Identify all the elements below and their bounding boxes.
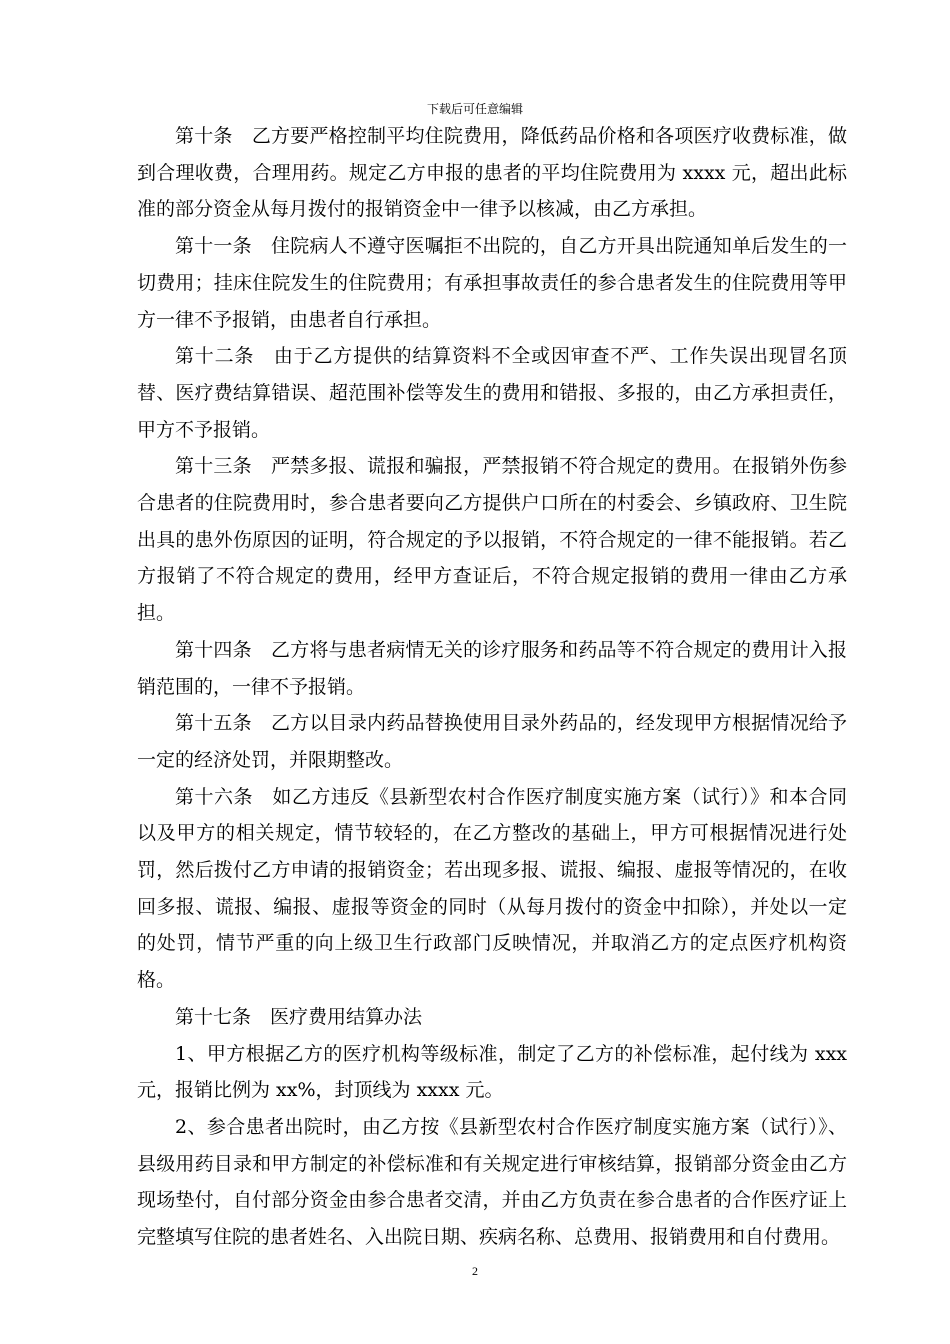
article-16: 第十六条 如乙方违反《县新型农村合作医疗制度实施方案（试行）》和本合同以及甲方的相关规定，情节较轻的，在乙方整改的基础上，甲方可根据情况进行处罚，然后拨付乙方申请的报销资金；若出现多报、谎报、编报、虚报等情况的，在收回多报、谎报、编报、虚报等资金的同时（从每月拨付的资金中扣除），并处以一定的处罚，情节严重的向上级卫生行政部门反映情况，并取消乙方的定点医疗机构资格。 [137, 785, 847, 992]
document-body [137, 118, 847, 1256]
article-13: 第十三条 严禁多报、谎报和骗报，严禁报销不符合规定的费用。在报销外伤参合患者的住院费用时，参合患者要向乙方提供户口所在的村委会、乡镇政府、卫生院出具的患外伤原因的证明，符合规定的予以报销，不符合规定的一律不能报销。若乙方报销了不符合规定的费用，经甲方查证后，不符合规定报销的费用一律由乙方承担。 [137, 455, 847, 625]
article-17-item-2: 2、参合患者出院时，由乙方按《县新型农村合作医疗制度实施方案（试行）》、县级用药目录和甲方制定的补偿标准和有关规定进行审核结算，报销部分资金由乙方现场垫付，自付部分资金由参合患者交清，并由乙方负责在参合患者的合作医疗证上完整填写住院的患者姓名、入出院日期、疾病名称、总费用、报销费用和自付费用。 [137, 1115, 847, 1249]
article-17-item-1: 1、甲方根据乙方的医疗机构等级标准，制定了乙方的补偿标准，起付线为 xxx 元，报销比例为 xx%，封顶线为 xxxx 元。 [137, 1042, 847, 1102]
page-number: 2 [472, 1264, 478, 1278]
page-header: 下载后可任意编辑 [426, 102, 523, 116]
article-10: 第十条 乙方要严格控制平均住院费用，降低药品价格和各项医疗收费标准，做到合理收费，合理用药。规定乙方申报的患者的平均住院费用为 xxxx 元，超出此标准的部分资金从每月拨付的报销资金中一律予以核减，由乙方承担。 [137, 125, 847, 221]
article-15: 第十五条 乙方以目录内药品替换使用目录外药品的，经发现甲方根据情况给予一定的经济处罚，并限期整改。 [137, 712, 847, 771]
article-17-heading: 第十七条 医疗费用结算办法 [175, 1005, 423, 1028]
article-14: 第十四条 乙方将与患者病情无关的诊疗服务和药品等不符合规定的费用计入报销范围的，一律不予报销。 [137, 638, 847, 698]
article-11: 第十一条 住院病人不遵守医嘱拒不出院的，自乙方开具出院通知单后发生的一切费用；挂床住院发生的住院费用；有承担事故责任的参合患者发生的住院费用等甲方一律不予报销，由患者自行承担。 [137, 235, 847, 331]
article-12: 第十二条 由于乙方提供的结算资料不全或因审查不严、工作失误出现冒名顶替、医疗费结算错误、超范围补偿等发生的费用和错报、多报的，由乙方承担责任，甲方不予报销。 [137, 345, 847, 441]
